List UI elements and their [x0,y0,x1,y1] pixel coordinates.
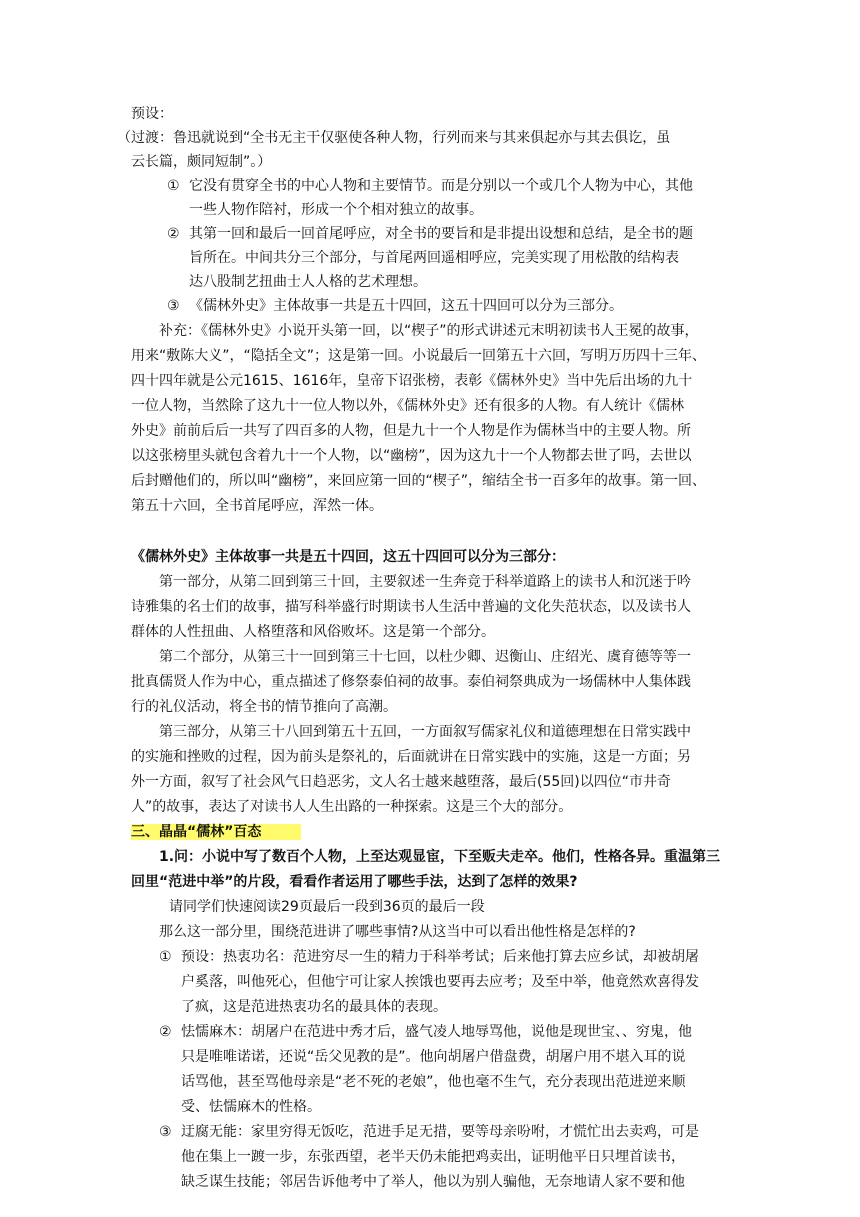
answer-text: 怯懦麻木：胡屠户在范进中秀才后，盛气凌人地辱骂他，说他是现世宝、、穷鬼，他 [181,1024,692,1040]
point-3 [167,294,623,318]
point-text: 它没有贯穿全书的中心人物和主要情节。而是分别以一个或几个人物为中心，其他 [189,178,693,194]
answer-1-cont: 了疯，这是范进热衷功名的最具体的表现。 [181,999,447,1015]
answer-2-cont: 只是唯唯诺诺，还说“岳父见教的是”。他向胡屠户借盘费，胡屠户用不堪入耳的说 [181,1049,686,1065]
point-text: 其第一回和最后一回首尾呼应，对全书的要旨和是非提出设想和总结，是全书的题 [189,226,693,242]
part-3-line: 第三部分，从第三十八回到第五十五回，一方面叙写儒家礼仪和道德理想在日常实践中 [159,724,691,740]
point-number: ② [167,226,180,242]
part-2-line: 第二个部分，从第三十一回到第三十七回，以杜少卿、迟衡山、庄绍光、虞育德等等一 [159,649,691,665]
point-2-cont: 旨所在。中间共分三个部分，与首尾两回遥相呼应，完美实现了用松散的结构表 [189,250,679,266]
question-1-line: 1.问：小说中写了数百个人物，上至达观显宦，下至贩夫走卒。他们，性格各异。重温第三 [159,849,721,865]
part-1-line: 诗雅集的名士们的故事，描写科举盛行时期读书人生活中普遍的文化失范状态，以及读书人 [131,599,691,615]
section-heading: 《儒林外史》主体故事一共是五十四回，这五十四回可以分为三部分： [131,549,565,565]
point-text: 《儒林外史》主体故事一共是五十四回，这五十四回可以分为三部分。 [189,298,623,314]
part-2-line: 行的礼仪活动，将全书的情节推向了高潮。 [131,699,397,715]
part-3-line: 外一方面，叙写了社会风气日趋恶劣，文人名士越来越堕落，最后(55回)以四位“市井奇 [131,774,671,790]
part-2-line: 批真儒贤人作为中心，重点描述了修祭泰伯祠的故事。泰伯祠祭典成为一场儒林中人集体践 [131,674,691,690]
section-3-title: 三、晶晶“儒林”百态 [131,824,301,840]
transition-line-2: 云长篇，颇同短制”。） [131,154,272,170]
part-3-line: 的实施和挫败的过程，因为前头是祭礼的，后面就讲在日常实践中的实施，这是一方面；另 [131,749,691,765]
point-2 [167,222,693,246]
supplement-line: 用来“敷陈大义”，“隐括全文”；这是第一回。小说最后一回第五十六回，写明万历四十三年、 [131,348,707,364]
answer-1 [159,945,699,969]
point-2-cont: 达八股制艺扭曲士人人格的艺术理想。 [189,274,427,290]
supplement-line: 后封赠他们的，所以叫“幽榜”，来回应第一回的“楔子”，缩结全书一百多年的故事。第一回、 [131,473,707,489]
answer-3 [159,1120,699,1144]
answer-number: ② [159,1024,172,1040]
reading-instruction: 请同学们快速阅读29页最后一段到36页的最后一段 [169,899,485,915]
supplement-line: 一位人物，当然除了这九十一位人物以外，《儒林外史》还有很多的人物。有人统计《儒林 [131,398,684,414]
answer-3-cont: 缺乏谋生技能；邻居告诉他考中了举人，他以为别人骗他，无奈地请人家不要和他 [181,1174,685,1190]
supplement-line: 补充：《儒林外史》小说开头第一回，以“楔子”的形式讲述元末明初读书人王冕的故事， [159,323,699,339]
supplement-line: 第五十六回，全书首尾呼应，浑然一体。 [131,498,383,514]
answer-text: 预设：热衷功名：范进穷尽一生的精力于科举考试；后来他打算去应乡试，却被胡屠 [181,949,699,965]
answer-1-cont: 户奚落，叫他死心，但他宁可让家人挨饿也要再去应考；及至中举，他竟然欢喜得发 [181,974,699,990]
question-1-line: 回里“范进中举”的片段，看看作者运用了哪些手法，达到了怎样的效果? [131,874,578,890]
transition-line-1: （过渡：鲁迅就说到“全书无主干仅驱使各种人物，行列而来与其来俱起亦与其去俱讫，虽 [117,130,671,146]
answer-2-cont: 受、怯懦麻木的性格。 [181,1099,321,1115]
preset-label: 预设： [131,106,173,122]
question-2: 那么这一部分里，围绕范进讲了哪些事情?从这当中可以看出他性格是怎样的? [159,924,636,940]
supplement-line: 四十四年就是公元1615、1616年，皇帝下诏张榜，表彰《儒林外史》当中先后出场的九十 [131,373,693,389]
section-3-heading [131,820,301,844]
supplement-line: 外史》前前后后一共写了四百多的人物，但是九十一个人物是作为儒林当中的主要人物。所 [131,423,691,439]
answer-number: ③ [159,1124,172,1140]
answer-number: ① [159,949,172,965]
answer-3-cont: 他在集上一踱一步，东张西望，老半天仍未能把鸡卖出，证明他平日只埋首读书， [181,1149,685,1165]
point-1-cont: 一些人物作陪衬，形成一个个相对独立的故事。 [189,202,483,218]
point-number: ① [167,178,180,194]
part-3-line: 人”的故事，表达了对读书人人生出路的一种探索。这是三个大的部分。 [131,799,573,815]
part-1-line: 第一部分，从第二回到第三十回，主要叙述一生奔竞于科举道路上的读书人和沉迷于吟 [159,574,691,590]
part-1-line: 群体的人性扭曲、人格堕落和风俗败坏。这是第一个部分。 [131,624,495,640]
point-number: ③ [167,298,180,314]
supplement-line: 以这张榜里头就包含着九十一个人物，以“幽榜”，因为这九十一个人物都去世了吗，去世以 [131,448,692,464]
answer-text: 迂腐无能：家里穷得无饭吃，范进手足无措，要等母亲吩咐，才慌忙出去卖鸡，可是 [181,1124,699,1140]
answer-2 [159,1020,692,1044]
point-1 [167,174,693,198]
answer-2-cont: 话骂他，甚至骂他母亲是“老不死的老娘”，他也毫不生气，充分表现出范进逆来顺 [181,1074,686,1090]
